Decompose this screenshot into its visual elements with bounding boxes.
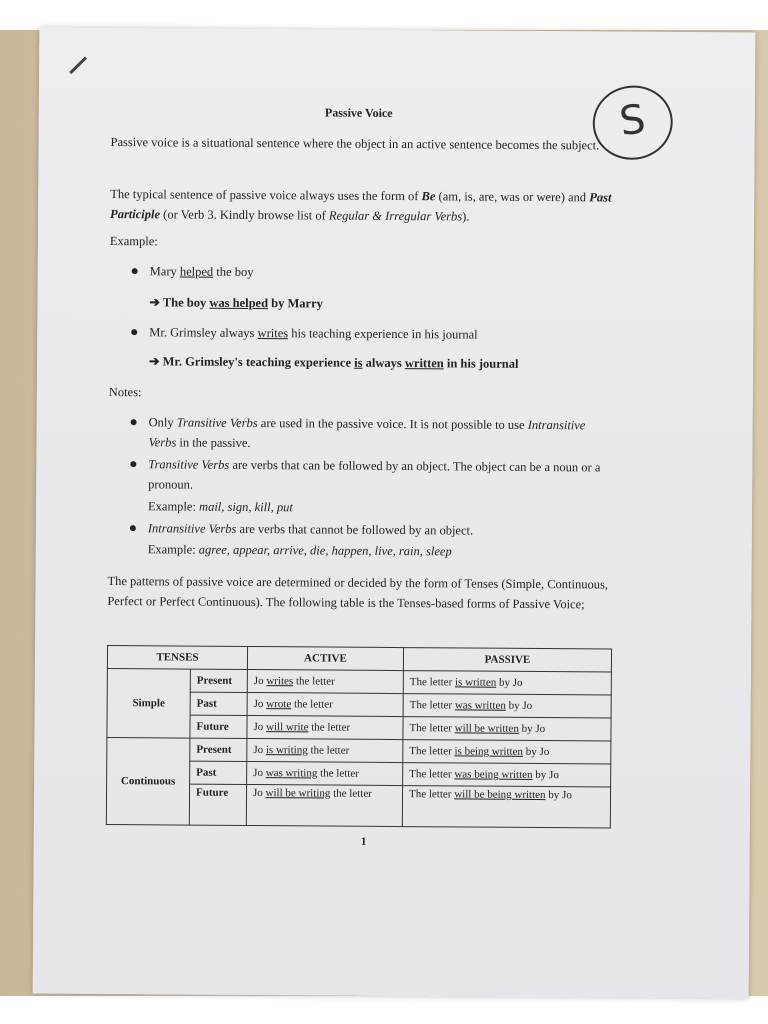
group-simple: Simple — [107, 669, 190, 739]
example-2: Mr. Grimsley always writes his teaching experience in his journal — [149, 325, 478, 342]
example-1: Mary helped the boy — [149, 264, 254, 280]
arrow-icon: ➔ — [149, 354, 163, 369]
active-cell: Jo is writing the letter — [247, 738, 403, 762]
note-2-example: Example: mail, sign, kill, put — [147, 499, 293, 515]
tense-cell: Present — [190, 738, 247, 761]
bullet — [131, 329, 137, 335]
active-cell: Jo will write the letter — [247, 715, 403, 739]
passive-cell: The letter is written by Jo — [403, 671, 611, 695]
table-header-active: ACTIVE — [247, 646, 403, 670]
example-label: Example: — [109, 234, 158, 249]
group-continuous: Continuous — [106, 738, 190, 826]
passive-cell: The letter will be being written by Jo — [402, 786, 610, 828]
tense-cell: Future — [189, 784, 246, 825]
table-header-tenses: TENSES — [107, 646, 247, 670]
note-2: Transitive Verbs are verbs that can be followed by an object. The object can be a noun or a pronoun. — [148, 457, 601, 492]
document-page — [33, 28, 756, 999]
note-1: Only Transitive Verbs are used in the passive voice. It is not possible to use Intransitive Verbs in the passive. — [148, 415, 586, 450]
typical-paragraph: The typical sentence of passive voice always uses the form of Be (am, is, are, was or were) and Past Participle (or Verb 3. Kindly browse list of Regular & Irregular Verbs). — [110, 187, 612, 224]
example-2-passive: ➔ Mr. Grimsley's teaching experience is always written in his journal — [149, 354, 519, 371]
page-title: Passive Voice — [324, 105, 393, 120]
table-row — [107, 669, 611, 696]
active-cell: Jo was writing the letter — [247, 761, 403, 785]
note-3: Intransitive Verbs are verbs that cannot be followed by an object. — [147, 521, 474, 538]
table-header-passive: PASSIVE — [403, 648, 611, 672]
pen-mark — [69, 56, 87, 74]
note-3-example: Example: agree, appear, arrive, die, happen, live, rain, sleep — [147, 542, 452, 559]
passive-cell: The letter was being written by Jo — [403, 763, 611, 787]
tense-cell: Past — [190, 692, 247, 715]
circle-mark-letter: S — [616, 96, 649, 146]
active-cell: Jo will be writing the letter — [246, 784, 402, 826]
page-number: 1 — [360, 835, 367, 848]
bullet — [130, 525, 136, 531]
passive-cell: The letter was written by Jo — [403, 694, 611, 718]
tense-cell: Present — [190, 669, 247, 692]
notes-label: Notes: — [108, 385, 142, 400]
example-1-passive: ➔ The boy was helped by Marry — [149, 295, 323, 311]
bullet — [130, 461, 136, 467]
tense-cell: Past — [190, 761, 247, 784]
arrow-icon: ➔ — [149, 295, 163, 310]
passive-cell: The letter is being written by Jo — [403, 740, 611, 764]
active-cell: Jo writes the letter — [247, 669, 403, 693]
tense-cell: Future — [190, 715, 247, 738]
table-row — [107, 738, 611, 765]
active-cell: Jo wrote the letter — [247, 692, 403, 716]
intro-paragraph: Passive voice is a situational sentence where the object in an active sentence becomes the subject. — [110, 135, 600, 153]
patterns-paragraph: The patterns of passive voice are determined or decided by the form of Tenses (Simple, Continuous, Perfect or Perfect Continuous). The following table is the Tenses-based forms of Passive Voice; — [107, 574, 609, 612]
tenses-table — [106, 645, 612, 829]
bullet — [132, 268, 138, 274]
bullet — [131, 419, 137, 425]
passive-cell: The letter will be written by Jo — [403, 717, 611, 741]
